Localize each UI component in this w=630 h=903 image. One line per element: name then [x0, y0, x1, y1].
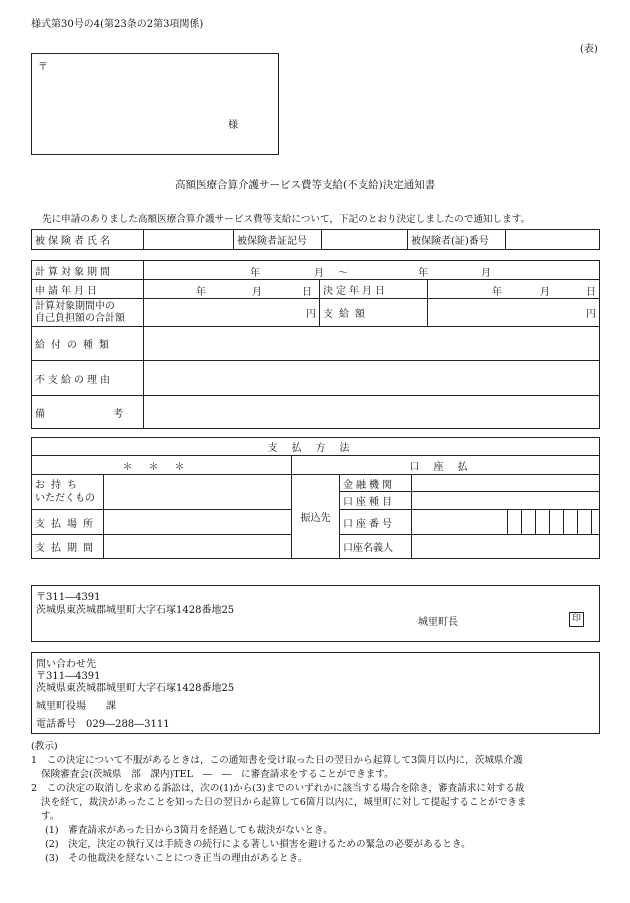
account-number-cell	[564, 510, 578, 535]
front-label: (表)	[580, 44, 598, 55]
remarks-value	[144, 396, 600, 429]
bring-items-value	[104, 475, 292, 510]
transfer-label: 振込先	[292, 475, 340, 559]
apply-date-value: 年 月 日	[144, 280, 320, 299]
payment-period-label: 支払期間	[32, 535, 104, 559]
account-number-cell	[522, 510, 536, 535]
account-holder-value	[412, 535, 600, 559]
form-number: 様式第30号の4(第23条の2第3項関係)	[31, 19, 204, 30]
reason-value	[144, 361, 600, 396]
account-header: 口座払	[292, 456, 600, 475]
account-number-cell	[592, 510, 600, 535]
insured-number-value	[506, 230, 600, 250]
reason-label: 不支給の理由	[32, 361, 144, 396]
insured-name-value	[144, 230, 234, 250]
contact-address: 茨城県東茨城郡城里町大字石塚1428番地25	[36, 683, 235, 694]
contact-office: 城里町役場 課	[36, 701, 116, 712]
payment-amount-label: 支給額	[320, 299, 428, 327]
self-pay-label: 計算対象期間中の 自己負担額の合計額	[32, 299, 144, 327]
account-number-label: 口座番号	[340, 510, 412, 535]
instruction-item-2b: 決を経て，裁決があったことを知った日の翌日から起算して6箇月以内に，城里町に対して提起することができま	[41, 797, 527, 808]
benefit-type-value	[144, 327, 600, 361]
payment-table	[31, 437, 600, 559]
postal-mark: 〒	[38, 62, 48, 73]
details-table	[31, 260, 600, 429]
account-number-cell	[536, 510, 550, 535]
issuer-address: 茨城県東茨城郡城里町大字石塚1428番地25	[36, 605, 235, 616]
payment-place-value	[104, 510, 292, 535]
intro-text: 先に申請のありました高額医療合算介護サービス費等支給について，下記のとおり決定しましたので通知します。	[42, 214, 531, 225]
contact-postal: 〒311―4391	[36, 671, 101, 682]
instructions	[31, 740, 527, 866]
account-number-cell	[508, 510, 522, 535]
period-value: 年 月 ～ 年 月	[144, 261, 600, 280]
account-number-cell	[578, 510, 592, 535]
instruction-sub-1: (1) 審査請求があった日から3箇月を経過しても裁決がないとき。	[45, 825, 333, 836]
issuer-postal: 〒311―4391	[36, 592, 101, 603]
benefit-type-label: 給付の種類	[32, 327, 144, 361]
honorific: 様	[228, 120, 238, 131]
cash-header: ＊＊＊	[32, 456, 292, 475]
page-title: 高額医療合算介護サービス費等支給(不支給)決定通知書	[175, 179, 436, 191]
decision-date-label: 決定年月日	[320, 280, 428, 299]
payment-method-header: 支払方法	[32, 438, 600, 456]
insured-number-label: 被保険者(証)番号	[408, 230, 506, 250]
bank-label: 金融機関	[340, 475, 412, 492]
instruction-sub-3: (3) その他裁決を経ないことにつき正当の理由があるとき。	[45, 853, 308, 864]
remarks-label: 備考	[32, 396, 144, 429]
contact-phone: 電話番号 029―288―3111	[36, 719, 170, 730]
instruction-item-2a: 2 この決定の取消しを求める訴訟は，次の(1)から(3)までのいずれかに該当する場合を除き，審査請求に対する裁	[31, 783, 525, 794]
insured-table	[31, 229, 600, 250]
instruction-item-1b: 保険審査会(茨城県 部 課内)TEL ― ― に審査請求をすることができます。	[41, 769, 394, 780]
instruction-item-2c: す。	[41, 811, 60, 822]
insured-cert-value	[322, 230, 408, 250]
period-label: 計算対象期間	[32, 261, 144, 280]
seal-mark: 印	[569, 612, 584, 627]
contact-box	[31, 652, 600, 734]
account-type-label: 口座種目	[340, 492, 412, 510]
self-pay-value: 円	[144, 299, 320, 327]
issuer-box	[31, 585, 600, 642]
payment-place-label: 支払場所	[32, 510, 104, 535]
instruction-item-1a: 1 この決定について不服があるときは，この通知書を受け取った日の翌日から起算して3箇月以内に，茨城県介護	[31, 755, 523, 766]
bring-items-label: お持ち いただくもの	[32, 475, 104, 510]
payment-amount-value: 円	[428, 299, 600, 327]
decision-date-value: 年 月 日	[428, 280, 600, 299]
instruction-sub-2: (2) 決定，決定の執行又は手続きの続行による著しい損害を避けるための緊急の必要があるとき。	[45, 839, 471, 850]
payment-period-value	[104, 535, 292, 559]
contact-heading: 問い合わせ先	[36, 659, 96, 670]
account-number-cell	[412, 510, 508, 535]
insured-name-label: 被保険者氏名	[32, 230, 144, 250]
account-type-value	[412, 492, 600, 510]
bank-value	[412, 475, 600, 492]
instructions-heading: (教示)	[31, 741, 58, 752]
account-holder-label: 口座名義人	[340, 535, 412, 559]
issuer-mayor: 城里町長	[418, 617, 458, 628]
account-number-cell	[550, 510, 564, 535]
apply-date-label: 申請年月日	[32, 280, 144, 299]
insured-cert-label: 被保険者証記号	[234, 230, 322, 250]
address-box	[31, 53, 279, 155]
